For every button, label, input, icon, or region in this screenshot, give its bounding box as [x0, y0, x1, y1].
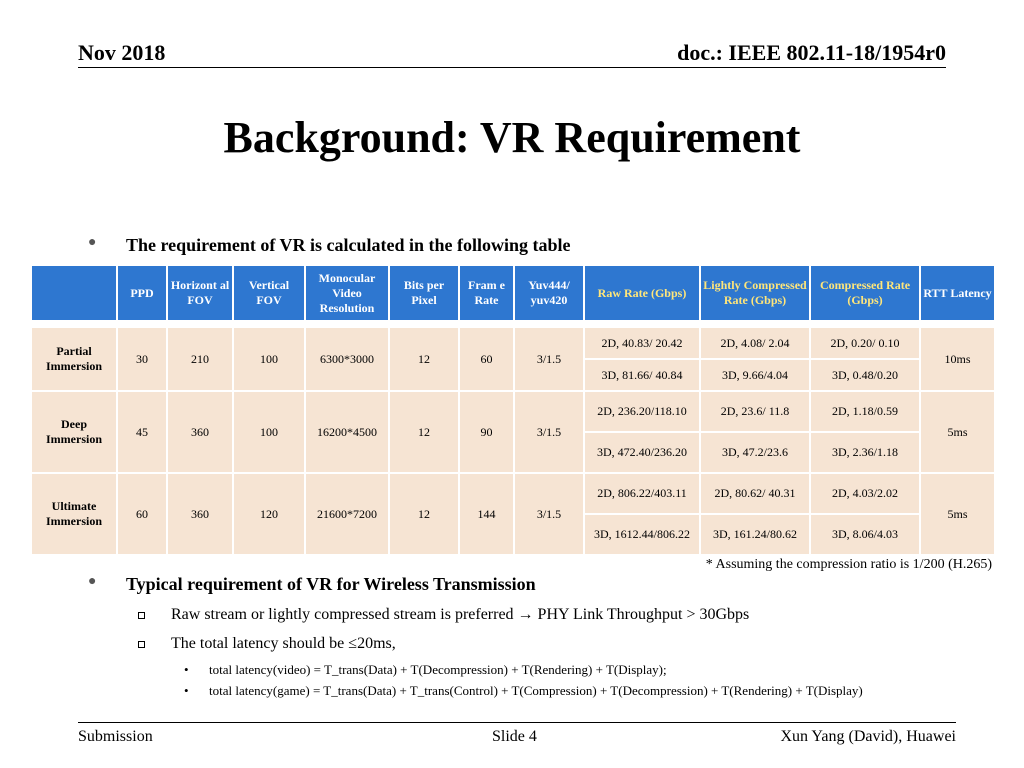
header-cell: Bits per Pixel — [389, 265, 459, 321]
table-cell: 2D, 40.83/ 20.42 — [584, 327, 700, 359]
table-cell: 3/1.5 — [514, 391, 584, 473]
header-cell: Monocular Video Resolution — [305, 265, 389, 321]
header-cell — [31, 265, 117, 321]
header-rule — [78, 67, 946, 68]
header-cell: Compressed Rate (Gbps) — [810, 265, 920, 321]
table-cell: 360 — [167, 391, 233, 473]
table-cell: 100 — [233, 327, 305, 391]
table-cell: 2D, 1.18/0.59 — [810, 391, 920, 432]
bullet-dot-icon: ● — [88, 574, 97, 589]
table-cell: 12 — [389, 391, 459, 473]
table-header-row — [31, 265, 995, 321]
header-cell: PPD — [117, 265, 167, 321]
vr-requirement-table — [30, 264, 996, 556]
sub-sub-bullet-text: total latency(game) = T_trans(Data) + T_trans(Control) + T(Compression) + T(Decompression) + T(Rendering) + T(Display) — [209, 683, 863, 698]
slide-title: Background: VR Requirement — [223, 113, 801, 162]
table-cell: 3D, 9.66/4.04 — [700, 359, 810, 391]
table-cell: 45 — [117, 391, 167, 473]
table-cell: 100 — [233, 391, 305, 473]
bullet-dot-icon: ● — [88, 235, 97, 250]
table-footnote: * Assuming the compression ratio is 1/200 (H.265) — [705, 557, 992, 572]
header-date: Nov 2018 — [78, 40, 166, 65]
square-bullet-icon — [138, 612, 145, 619]
header-cell: Yuv444/ yuv420 — [514, 265, 584, 321]
bullet-dot-icon: • — [184, 683, 189, 698]
table-cell: 90 — [459, 391, 514, 473]
table-cell: 5ms — [920, 473, 995, 555]
table-cell: 5ms — [920, 391, 995, 473]
table-cell: 30 — [117, 327, 167, 391]
table-cell: 21600*7200 — [305, 473, 389, 555]
table-cell: 3D, 47.2/23.6 — [700, 432, 810, 473]
table-cell: 2D, 806.22/403.11 — [584, 473, 700, 514]
table-cell: 3D, 1612.44/806.22 — [584, 514, 700, 555]
table-cell: 2D, 80.62/ 40.31 — [700, 473, 810, 514]
table-cell: 3D, 2.36/1.18 — [810, 432, 920, 473]
header-cell: Fram e Rate — [459, 265, 514, 321]
footer-slide-number: Slide 4 — [492, 728, 537, 745]
table-cell: 60 — [459, 327, 514, 391]
sub-bullet-text: The total latency should be ≤20ms, — [171, 635, 396, 652]
table-cell: 2D, 4.08/ 2.04 — [700, 327, 810, 359]
bullet-dot-icon: • — [184, 662, 189, 677]
table-cell: 210 — [167, 327, 233, 391]
square-bullet-icon — [138, 641, 145, 648]
table-cell: 2D, 0.20/ 0.10 — [810, 327, 920, 359]
row-label: Ultimate Immersion — [31, 473, 117, 555]
table-cell: 3D, 81.66/ 40.84 — [584, 359, 700, 391]
header-doc-id: doc.: IEEE 802.11-18/1954r0 — [677, 40, 946, 65]
table-cell: 120 — [233, 473, 305, 555]
table-cell: 2D, 236.20/118.10 — [584, 391, 700, 432]
table-cell: 6300*3000 — [305, 327, 389, 391]
header-cell: Raw Rate (Gbps) — [584, 265, 700, 321]
table-cell: 12 — [389, 473, 459, 555]
table-cell: 2D, 23.6/ 11.8 — [700, 391, 810, 432]
table-row — [31, 473, 995, 514]
table-row — [31, 391, 995, 432]
table-cell: 3D, 472.40/236.20 — [584, 432, 700, 473]
footer-rule — [78, 722, 956, 723]
header-cell: Vertical FOV — [233, 265, 305, 321]
sub-sub-bullet-text: total latency(video) = T_trans(Data) + T(Decompression) + T(Rendering) + T(Display); — [209, 662, 667, 677]
table-cell: 3D, 8.06/4.03 — [810, 514, 920, 555]
row-label: Deep Immersion — [31, 391, 117, 473]
footer-author: Xun Yang (David), Huawei — [780, 728, 956, 745]
table-cell: 10ms — [920, 327, 995, 391]
table-cell: 3D, 161.24/80.62 — [700, 514, 810, 555]
table-cell: 3D, 0.48/0.20 — [810, 359, 920, 391]
table-cell: 60 — [117, 473, 167, 555]
footer-submission: Submission — [78, 728, 153, 745]
table-cell: 3/1.5 — [514, 327, 584, 391]
table-cell: 3/1.5 — [514, 473, 584, 555]
header-cell: Horizont al FOV — [167, 265, 233, 321]
table-cell: 360 — [167, 473, 233, 555]
row-label: Partial Immersion — [31, 327, 117, 391]
bullet-text: Typical requirement of VR for Wireless Transmission — [126, 574, 536, 594]
header-cell: RTT Latency — [920, 265, 995, 321]
table-cell: 2D, 4.03/2.02 — [810, 473, 920, 514]
table-row — [31, 327, 995, 359]
table-cell: 16200*4500 — [305, 391, 389, 473]
sub-bullet-text: Raw stream or lightly compressed stream is preferred → PHY Link Throughput > 30Gbps — [171, 606, 750, 623]
header-cell: Lightly Compressed Rate (Gbps) — [700, 265, 810, 321]
table-cell: 12 — [389, 327, 459, 391]
table-cell: 144 — [459, 473, 514, 555]
bullet-text: The requirement of VR is calculated in the following table — [126, 235, 571, 255]
